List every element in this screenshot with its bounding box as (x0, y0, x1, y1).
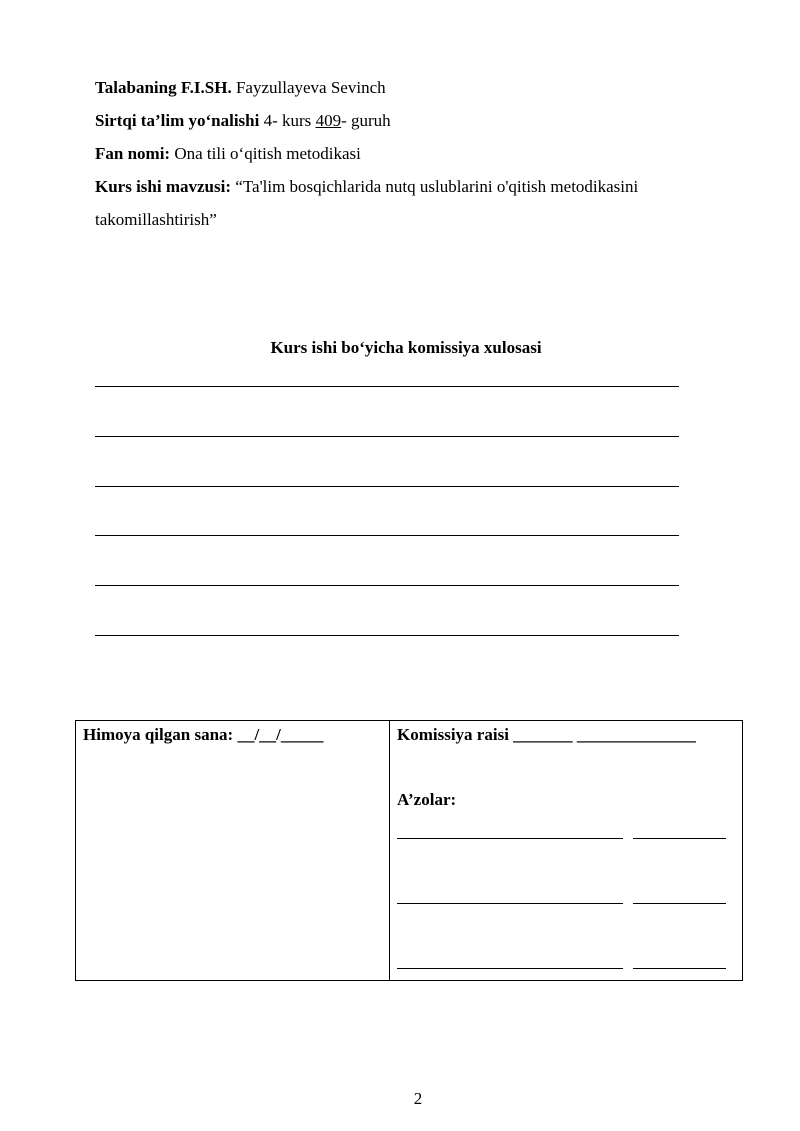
course-value: 4- kurs (259, 111, 316, 130)
group-suffix: - guruh (341, 111, 391, 130)
conclusion-line-1[interactable] (95, 386, 679, 387)
defense-date: Himoya qilgan sana: __/__/_____ (83, 725, 324, 744)
student-name-line (95, 78, 386, 98)
student-name-value: Fayzullayeva Sevinch (231, 78, 386, 97)
direction-label: Sirtqi ta’lim yo‘nalishi (95, 111, 260, 130)
student-name-label: Talabaning F.I.SH. (95, 78, 232, 97)
topic-value: “Ta'lim bosqichlarida nutq uslublarini o'qitish metodikasini (231, 177, 639, 196)
conclusion-line-2[interactable] (95, 436, 679, 437)
topic-line (95, 177, 638, 197)
subject-line (95, 144, 361, 164)
member-3-signature-line[interactable] (633, 968, 726, 969)
conclusion-line-4[interactable] (95, 535, 679, 536)
subject-label: Fan nomi: (95, 144, 171, 163)
conclusion-title: Kurs ishi bo‘yicha komissiya xulosasi (270, 338, 542, 357)
commission-chairman: Komissiya raisi _______ ______________ (397, 725, 696, 744)
topic-value-continued: takomillashtirish” (95, 210, 217, 229)
commission-table (75, 720, 743, 981)
conclusion-line-6[interactable] (95, 635, 679, 636)
members-label: A’zolar: (397, 790, 457, 809)
member-3-name-line[interactable] (397, 968, 623, 969)
table-column-divider (389, 721, 390, 980)
member-1-name-line[interactable] (397, 838, 623, 839)
member-2-name-line[interactable] (397, 903, 623, 904)
conclusion-line-5[interactable] (95, 585, 679, 586)
group-number: 409 (315, 111, 342, 130)
topic-line-2 (95, 210, 217, 230)
topic-label: Kurs ishi mavzusi: (95, 177, 232, 196)
conclusion-line-3[interactable] (95, 486, 679, 487)
subject-value: Ona tili o‘qitish metodikasi (170, 144, 361, 163)
direction-line (95, 111, 391, 131)
page-number: 2 (413, 1089, 423, 1108)
member-1-signature-line[interactable] (633, 838, 726, 839)
member-2-signature-line[interactable] (633, 903, 726, 904)
